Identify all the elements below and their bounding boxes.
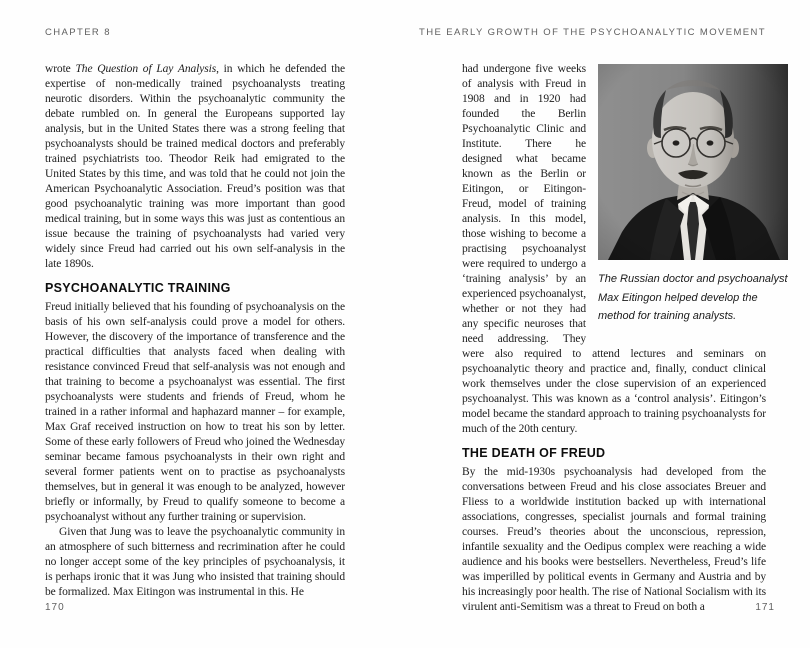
left-page bbox=[45, 62, 345, 600]
opening-paragraph-pre: wrote bbox=[45, 63, 76, 75]
body-paragraph-opening bbox=[45, 62, 345, 272]
right-page bbox=[462, 62, 788, 615]
eitingon-photo-figure bbox=[598, 64, 788, 326]
page-number-right: 171 bbox=[755, 602, 775, 613]
running-head-chapter: CHAPTER 8 bbox=[45, 27, 111, 38]
photo-caption: The Russian doctor and psychoanalyst Max Eitingon helped develop the method for training analysts. bbox=[598, 273, 788, 323]
body-paragraph: By the mid-1930s psychoanalysis had developed from the conversations between Freud and his close associates Breuer and Fliess to a worldwide institution backed up with international associations, congresses, specialist journals and formal training courses. Freud’s theories about the unconscious, repression, infantile sexuality and the Oedipus complex were reaching a wide audience and his books were bestsellers. Nevertheless, Freud’s life was imperilled by political events in Germany and Austria and by his increasingly poor health. The rise of National Socialism with its virulent anti-Semitism was a threat to Freud on both a bbox=[462, 466, 766, 613]
section-heading-psychoanalytic-training: PSYCHOANALYTIC TRAINING bbox=[45, 281, 231, 295]
eitingon-portrait-photo bbox=[598, 64, 788, 260]
running-head-section-title: THE EARLY GROWTH OF THE PSYCHOANALYTIC MOVEMENT bbox=[419, 27, 766, 38]
book-title-italic: The Question of Lay Analysis bbox=[75, 63, 217, 75]
section-heading-death-of-freud: THE DEATH OF FREUD bbox=[462, 446, 606, 460]
body-paragraph: Freud initially believed that his founding of psychoanalysis on the basis of his own self-analysis could prove a model for others. However, the discovery of the importance of transference and the practical difficulties that analysts faced when dealing with resistance convinced Freud that self-analysis was not enough and that training to become a psychoanalyst was essential. The first psychoanalysts were students and friends of Freud, whom he trained in a rather informal and haphazard manner – for example, Max Graf received instruction on how to treat his son by letter. Some of these early followers of Freud who joined the Wednesday seminar became famous psychoanalysts in their own right and several former patients went on to practise as psychoanalysts themselves, but in general it was enough to be analyzed, however briefly or informally, by Freud to qualify someone to become a psychoanalyst without any further training or supervision. bbox=[45, 301, 345, 523]
body-paragraph: had undergone five weeks of analysis with Freud in 1908 and in 1920 had founded the Berlin Psychoanalytic Clinic and Institute. There he designed what became known as the Berlin or Eitingon, or Eitingon-Freud, model of training analysis. In this model, those wishing to become a practising psychoanalyst were required to undergo a ‘training analysis’ by an experienced psychoanalyst, whether or not they had any specific neuroses that need addressing. They were also required to attend lectures and seminars on psychoanalytic theory and practice and, finally, conduct clinical work themselves under the close supervision of an experienced psychoanalyst. This was known as a ‘control analysis’. Eitingon’s model became the standard approach to training psychoanalysts for much of the 20th century. bbox=[462, 63, 766, 435]
page-number-left: 170 bbox=[45, 602, 65, 613]
opening-paragraph-post: , in which he defended the expertise of non-medically trained psychoanalysts treating neurotic disorders. Within the psychoanalytic community the debate rumbled on. In general the Europeans supported lay analysis, but in the United States there was a strong feeling that psychoanalysts should be trained medical doctors and preferably trained psychiatrists too. Theodor Reik had emigrated to the United States by this time, and was told that he could not join the American Psychoanalytic Association. Freud’s position was that good psychoanalytic training was more important than good medical training, but in some ways this was just as contentious an issue because the training of psychoanalysts had varied very widely since Freud had carried out his own self-analysis in the late 1890s. bbox=[45, 63, 345, 270]
body-paragraph: Given that Jung was to leave the psychoanalytic community in an atmosphere of such bitterness and recrimination after he could no longer accept some of the key principles of psychoanalysis, it is perhaps ironic that it was Jung who insisted that training should be formalized. Max Eitingon was instrumental in this. He bbox=[45, 526, 345, 598]
